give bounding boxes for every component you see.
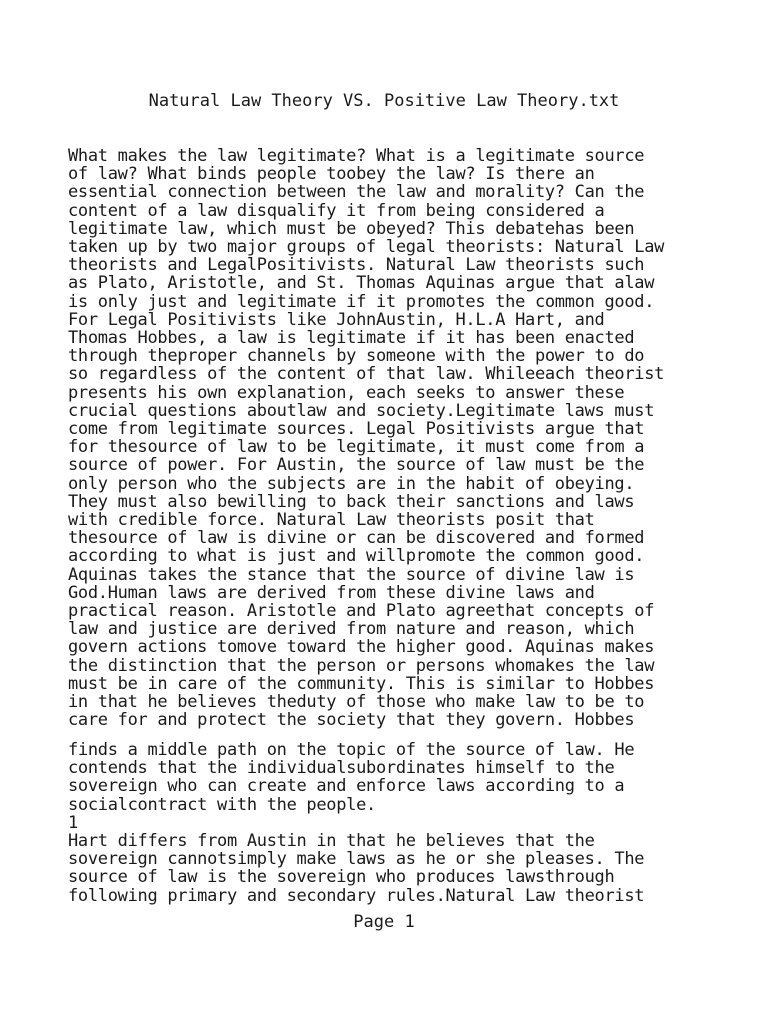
text-line: What makes the law legitimate? What is a legitimate source — [68, 146, 645, 166]
text-line: Thomas Hobbes, a law is legitimate if it has been enacted — [68, 328, 635, 349]
text-line: source of power. For Austin, the source of law must be the — [68, 455, 645, 476]
page-number: Page 1 — [353, 912, 415, 932]
text-line: only person who the subjects are in the habit of obeying. — [68, 473, 635, 494]
body-paragraph-1 — [68, 147, 708, 730]
text-line: Aquinas takes the stance that the source of divine law is — [68, 564, 635, 585]
text-line: must be in care of the community. This is similar to Hobbes — [68, 673, 655, 694]
text-line: sovereign who can create and enforce laws according to a — [68, 776, 625, 797]
text-line: finds a middle path on the topic of the source of law. He — [68, 740, 635, 760]
text-line: of law? What binds people toobey the law? Is there an — [68, 164, 595, 185]
text-line: essential connection between the law and morality? Can the — [68, 182, 645, 203]
text-line: practical reason. Aristotle and Plato agreethat concepts of — [68, 601, 655, 622]
text-line: following primary and secondary rules.Natural Law theorist — [68, 885, 645, 906]
text-line: presents his own explanation, each seeks to answer these — [68, 382, 625, 403]
text-line: with credible force. Natural Law theorists posit that — [68, 510, 595, 531]
text-line: sovereign cannotsimply make laws as he or she pleases. The — [68, 849, 645, 870]
text-line: is only just and legitimate if it promotes the common good. — [68, 291, 655, 312]
text-line: come from legitimate sources. Legal Positivists argue that — [68, 419, 645, 440]
document-title: Natural Law Theory VS. Positive Law Theory.txt — [148, 91, 620, 111]
text-line: the distinction that the person or persons whomakes the law — [68, 655, 655, 676]
text-line: through theproper channels by someone with the power to do — [68, 346, 645, 367]
text-line: source of law is the sovereign who produces lawsthrough — [68, 867, 615, 888]
text-line: for thesource of law to be legitimate, it must come from a — [68, 437, 645, 458]
text-line: taken up by two major groups of legal theorists: Natural Law — [68, 237, 665, 258]
text-line: crucial questions aboutlaw and society.Legitimate laws must — [68, 400, 655, 421]
text-line: in that he believes theduty of those who make law to be to — [68, 692, 645, 713]
text-line: theorists and LegalPositivists. Natural Law theorists such — [68, 255, 645, 276]
body-paragraph-2 — [68, 741, 708, 905]
text-line: so regardless of the content of that law. Whileeach theorist — [68, 364, 665, 385]
text-line: govern actions tomove toward the higher good. Aquinas makes — [68, 637, 655, 658]
text-line: law and justice are derived from nature and reason, which — [68, 619, 635, 640]
text-line: Hart differs from Austin in that he believes that the — [68, 831, 595, 852]
text-line: socialcontract with the people. — [68, 794, 376, 815]
text-line: as Plato, Aristotle, and St. Thomas Aquinas argue that alaw — [68, 273, 655, 294]
text-line: For Legal Positivists like JohnAustin, H.L.A Hart, and — [68, 309, 605, 330]
text-line: according to what is just and willpromote the common good. — [68, 546, 645, 567]
text-line: contends that the individualsubordinates himself to the — [68, 758, 615, 779]
text-line: thesource of law is divine or can be discovered and formed — [68, 528, 645, 549]
text-line: care for and protect the society that they govern. Hobbes — [68, 710, 635, 731]
text-line: legitimate law, which must be obeyed? This debatehas been — [68, 218, 635, 239]
text-line: They must also bewilling to back their sanctions and laws — [68, 491, 635, 512]
text-line: content of a law disqualify it from being considered a — [68, 200, 605, 221]
text-line: God.Human laws are derived from these divine laws and — [68, 582, 595, 603]
text-line: 1 — [68, 812, 78, 833]
